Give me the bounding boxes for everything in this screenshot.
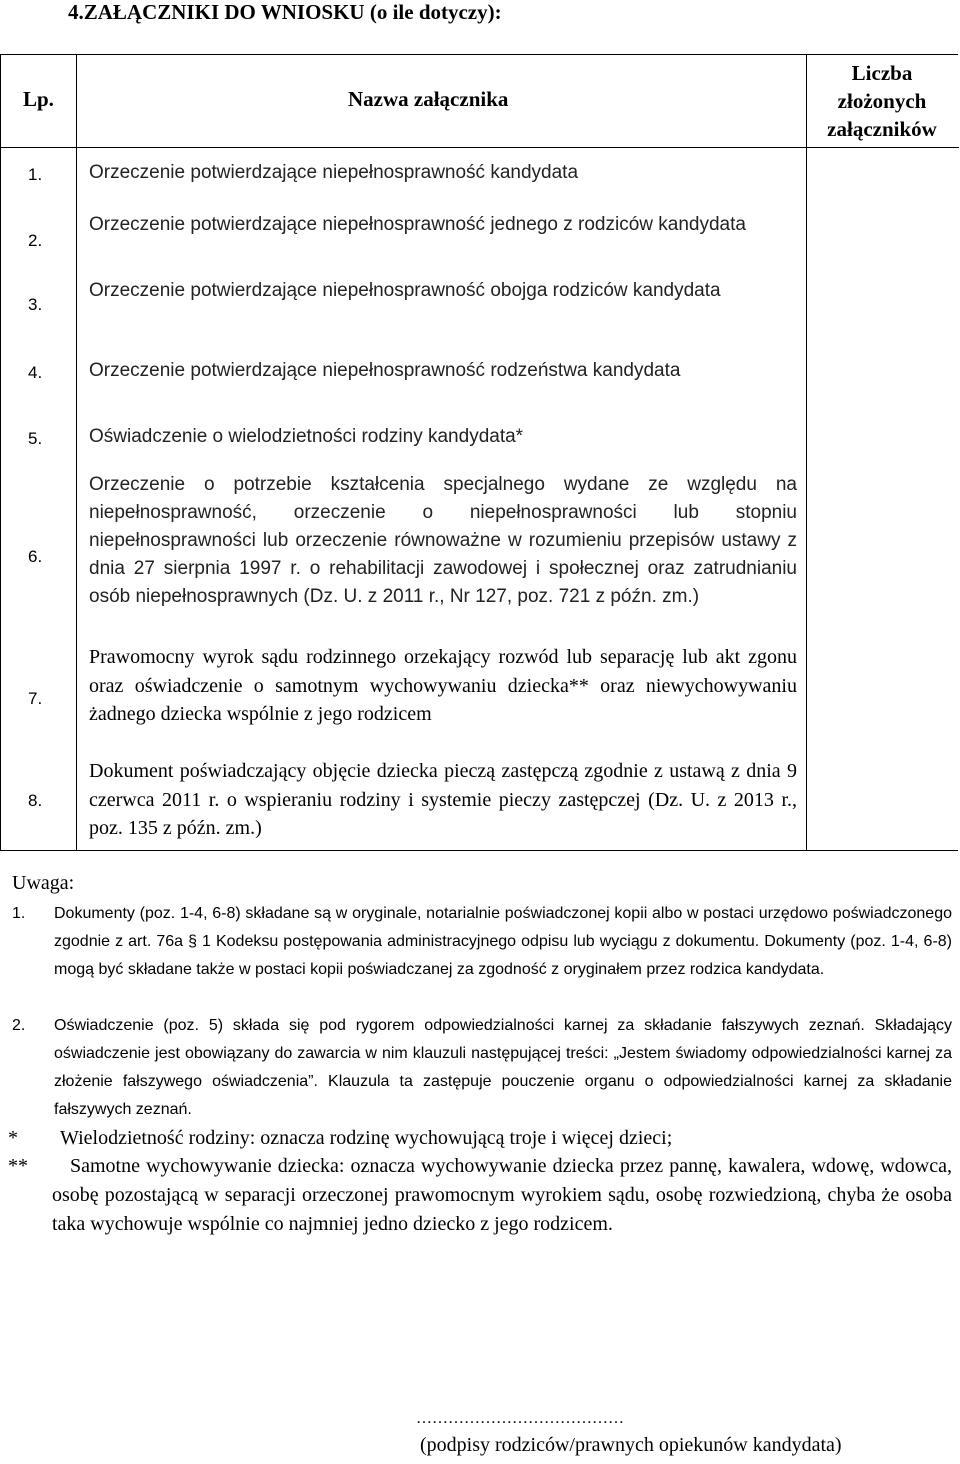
row-number: 2. — [28, 231, 43, 250]
row-name: Orzeczenie potwierdzające niepełnosprawność jednego z rodziców kandydata — [89, 214, 746, 235]
row-name: Dokument poświadczający objęcie dziecka pieczą zastępczą zgodnie z ustawą z dnia 9 czerwca 2011 r. o wspieraniu rodziny i systemie pieczy zastępczej (Dz. U. z 2013 r., poz. 135 z późn. zm.) — [89, 760, 797, 839]
signature-label: (podpisy rodziców/prawnych opiekunów kandydata) — [420, 1434, 842, 1456]
footnote-text: Wielodzietność rodziny: oznacza rodzinę wychowującą troje i więcej dzieci; — [60, 1127, 673, 1149]
note-number: 2. — [12, 1017, 26, 1034]
header-count-line: załączników — [827, 117, 937, 141]
attachments-table — [0, 54, 958, 851]
row-name: Orzeczenie potwierdzające niepełnosprawność rodzeństwa kandydata — [89, 360, 681, 381]
table-divider — [76, 55, 77, 850]
row-number: 7. — [28, 689, 43, 708]
header-name: Nazwa załącznika — [348, 87, 509, 111]
row-name: Orzeczenie potwierdzające niepełnosprawność kandydata — [89, 162, 579, 183]
row-number: 5. — [28, 429, 43, 448]
signature-line: ………………………………… — [416, 1410, 624, 1427]
row-name: Oświadczenie o wielodzietności rodziny kandydata* — [89, 426, 524, 447]
row-name: Orzeczenie o potrzebie kształcenia specjalnego wydane ze względu na niepełnosprawność, orzeczenie o niepełnosprawności lub stopniu niepełnosprawności lub orzeczenie równoważne w rozumieniu przepisów ustawy z dnia 27 sierpnia 1997 r. o rehabilitacji zawodowej i społecznej oraz zatrudnianiu osób niepełnosprawnych (Dz. U. z 2011 r., Nr 127, poz. 721 z późn. zm.) — [89, 474, 797, 607]
notes-section — [12, 872, 952, 895]
note-number: 1. — [12, 905, 26, 922]
footnote — [8, 1124, 952, 1153]
table-divider — [1, 147, 959, 148]
row-number: 4. — [28, 363, 43, 382]
header-count — [807, 59, 957, 143]
row-number: 1. — [28, 165, 43, 184]
header-count-line: Liczba — [851, 61, 913, 85]
footnote — [8, 1152, 952, 1235]
row-name: Prawomocny wyrok sądu rodzinnego orzekający rozwód lub separację lub akt zgonu oraz oświadczenie o samotnym wychowywaniu dziecka** oraz niewychowywaniu żadnego dziecka wspólnie z jego rodzicem — [89, 646, 797, 725]
row-number: 3. — [28, 295, 43, 314]
table-divider — [806, 55, 807, 850]
notes-title: Uwaga: — [12, 872, 75, 894]
header-count-line: złożonych — [837, 89, 927, 113]
row-name: Orzeczenie potwierdzające niepełnosprawność obojga rodziców kandydata — [89, 280, 721, 301]
note-text: Oświadczenie (poz. 5) składa się pod rygorem odpowiedzialności karnej za składanie fałszywych zeznań. Składający oświadczenie jest obowiązany do zawarcia w nim klauzuli następującej treści: „Jestem świadomy odpowiedzialności karnej za złożenie fałszywego oświadczenia”. Klauzula ta zastępuje pouczenie organu o odpowiedzialności karnej za składanie fałszywych zeznań. — [54, 1017, 952, 1118]
section-title: 4.ZAŁĄCZNIKI DO WNIOSKU (o ile dotyczy): — [68, 0, 502, 24]
footnote-mark: * — [8, 1127, 18, 1149]
row-number: 8. — [28, 791, 43, 810]
note-text: Dokumenty (poz. 1-4, 6-8) składane są w oryginale, notarialnie poświadczonej kopii albo w postaci urzędowo poświadczonego zgodnie z art. 76a § 1 Kodeksu postępowania administracyjnego odpisu lub wyciągu z dokumentu. Dokumenty (poz. 1-4, 6-8) mogą być składane także w postaci kopii poświadczanej za zgodność z oryginałem przez rodzica kandydata. — [54, 905, 952, 978]
footnote-mark: ** — [8, 1155, 28, 1177]
row-number: 6. — [28, 547, 43, 566]
footnote-text: Samotne wychowywanie dziecka: oznacza wychowywanie dziecka przez pannę, kawalera, wdowę, wdowca, osobę pozostającą w separacji orzeczonej prawomocnym wyrokiem sądu, osobę rozwiedzioną, chyba że osoba taka wychowuje wspólnie co najmniej jedno dziecko z jego rodzicem. — [52, 1155, 952, 1235]
header-lp: Lp. — [23, 87, 54, 111]
